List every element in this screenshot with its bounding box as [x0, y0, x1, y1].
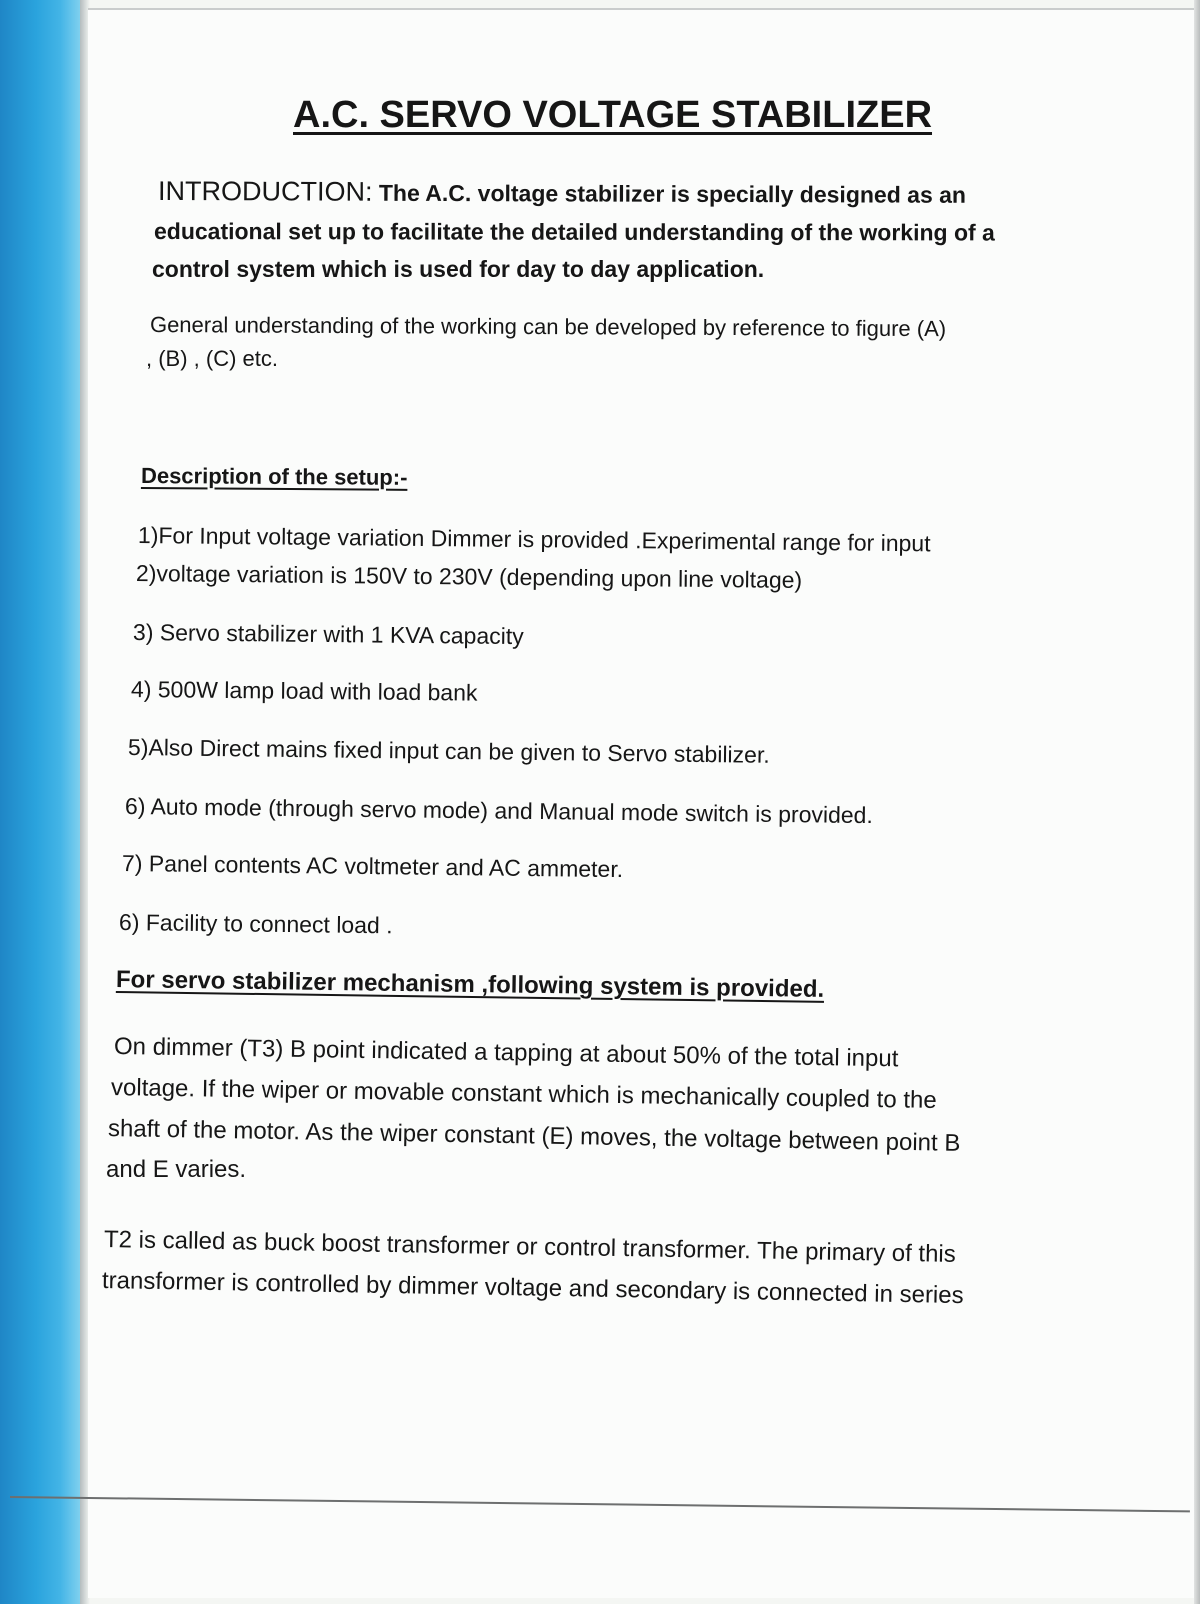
mechanism-paragraph-1-line-3: shaft of the motor. As the wiper constant (E) moves, the voltage between point B [107, 1115, 961, 1157]
mechanism-paragraph-1-line-1: On dimmer (T3) B point indicated a tapping at about 50% of the total input [113, 1033, 899, 1073]
introduction-line-2: educational set up to facilitate the detailed understanding of the working of a [153, 218, 995, 246]
description-item-1: 1)For Input voltage variation Dimmer is provided .Experimental range for input [137, 522, 931, 557]
document-title: A.C. SERVO VOLTAGE STABILIZER [293, 94, 933, 136]
introduction-text-1: The A.C. voltage stabilizer is specially designed as an [378, 179, 967, 208]
description-heading: Description of the setup:- [140, 463, 408, 490]
introduction-line-3: control system which is used for day to day application. [152, 256, 765, 282]
general-line-2: , (B) , (C) etc. [146, 346, 278, 371]
description-item-7: 7) Panel contents AC voltmeter and AC ammeter. [121, 850, 624, 883]
mechanism-paragraph-2-line-2: transformer is controlled by dimmer voltage and secondary is connected in series [101, 1267, 964, 1310]
mechanism-paragraph-1-line-4: and E varies. [106, 1156, 247, 1183]
mechanism-paragraph-1-line-2: voltage. If the wiper or movable constant which is mechanically coupled to the [110, 1074, 937, 1114]
mechanism-heading: For servo stabilizer mechanism ,following system is provided. [115, 966, 825, 1003]
description-item-2: 2)voltage variation is 150V to 230V (depending upon line voltage) [135, 560, 803, 593]
general-line-1: General understanding of the working can be developed by reference to figure (A) [149, 312, 947, 342]
description-item-4: 4) 500W lamp load with load bank [130, 676, 478, 706]
introduction-label: INTRODUCTION: [157, 176, 373, 207]
description-item-6: 6) Auto mode (through servo mode) and Manual mode switch is provided. [124, 793, 874, 829]
description-item-8: 6) Facility to connect load . [118, 909, 393, 939]
description-item-5: 5)Also Direct mains fixed input can be given to Servo stabilizer. [127, 734, 770, 768]
description-item-3: 3) Servo stabilizer with 1 KVA capacity [132, 619, 524, 650]
mechanism-paragraph-2-line-1: T2 is called as buck boost transformer or control transformer. The primary of this [103, 1226, 957, 1268]
introduction-line-1 [158, 176, 966, 210]
